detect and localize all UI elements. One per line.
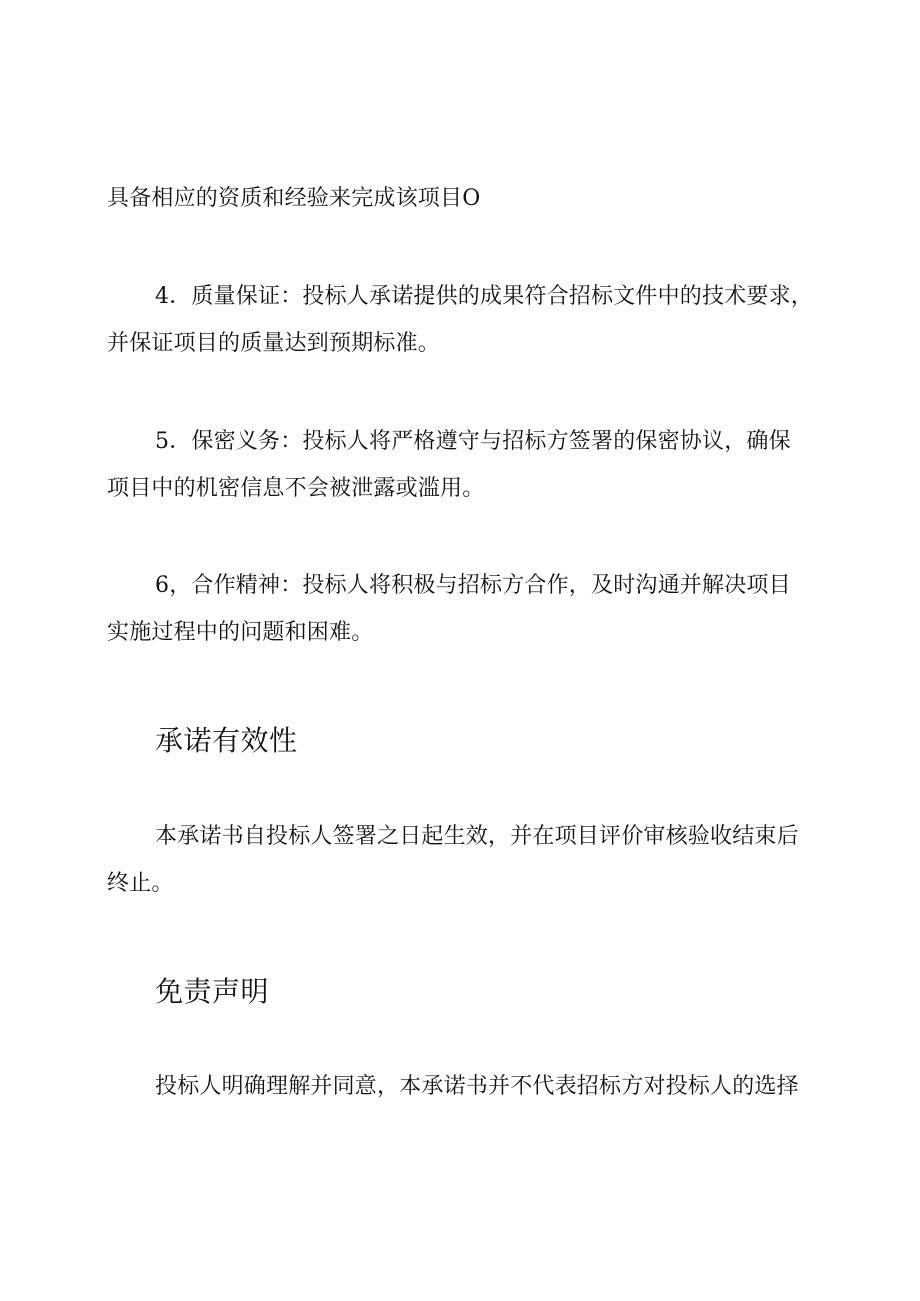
- quality-paragraph-line-1: 4．质量保证：投标人承诺提供的成果符合招标文件中的技术要求，: [155, 284, 813, 309]
- validity-paragraph-line-1: 本承诺书自投标人签署之日起生效，并在项目评价审核验收结束后: [155, 824, 799, 849]
- confidentiality-paragraph-line-1: 5．保密义务：投标人将严格遵守与招标方签署的保密协议，确保: [155, 429, 791, 454]
- confidentiality-paragraph-line-2: 项目中的机密信息不会被泄露或滥用。: [107, 476, 485, 501]
- cooperation-paragraph-line-1: 6，合作精神：投标人将积极与招标方合作，及时沟通并解决项目: [155, 573, 791, 598]
- cooperation-paragraph-line-2: 实施过程中的问题和困难。: [107, 620, 374, 645]
- validity-paragraph-line-2: 终止。: [107, 871, 174, 896]
- disclaimer-paragraph-line-1: 投标人明确理解并同意，本承诺书并不代表招标方对投标人的选择: [155, 1074, 799, 1099]
- validity-heading: 承诺有效性: [155, 724, 298, 757]
- disclaimer-heading: 免责声明: [155, 975, 270, 1008]
- intro-paragraph-line-1: 具备相应的资质和经验来完成该项目O: [107, 186, 481, 211]
- quality-paragraph-line-2: 并保证项目的质量达到预期标准。: [107, 331, 441, 356]
